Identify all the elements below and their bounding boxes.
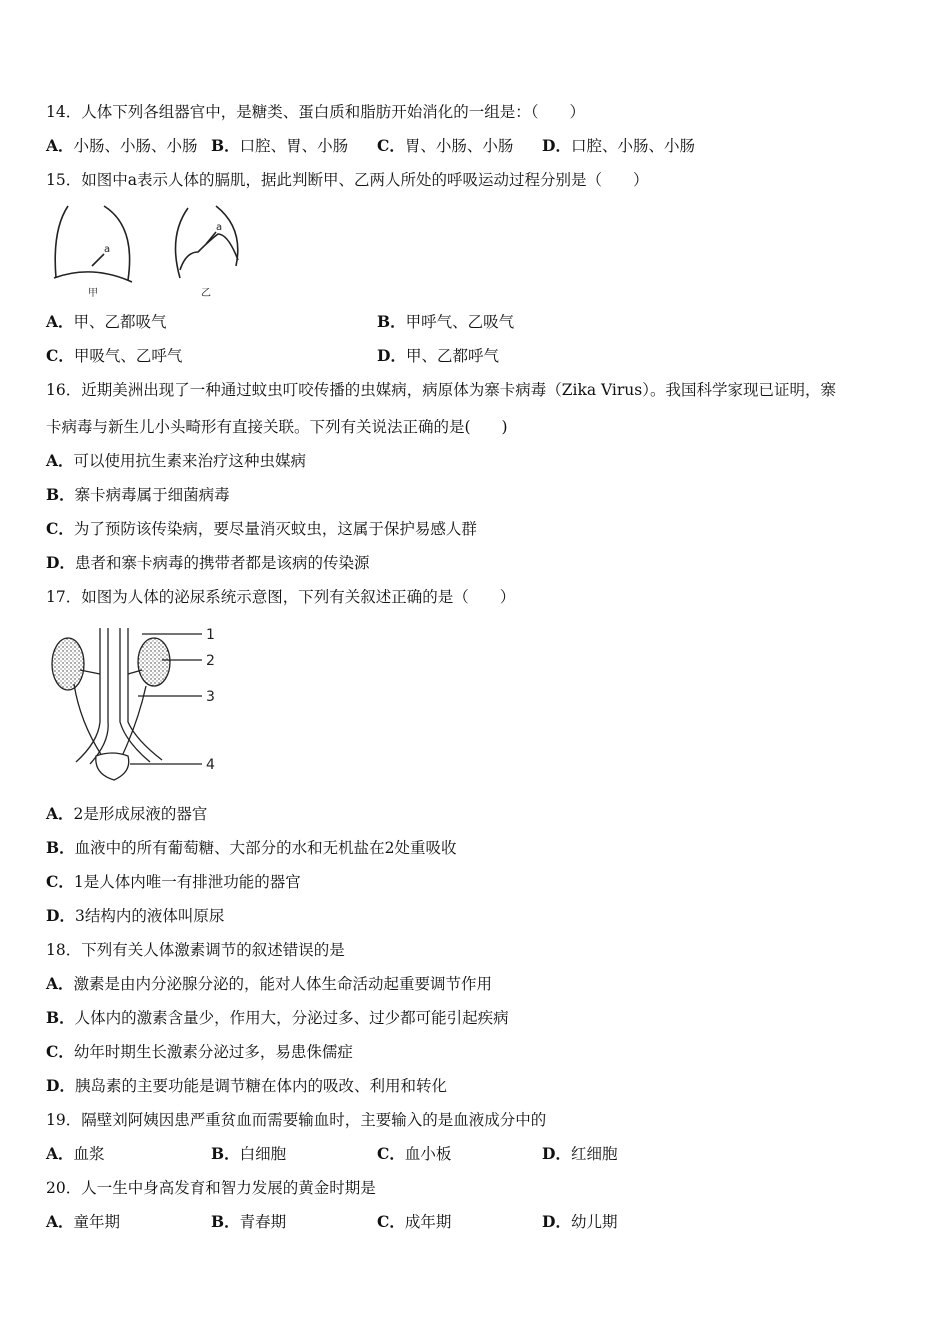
q16-option-d bbox=[46, 553, 369, 573]
diaphragm-figure bbox=[46, 200, 256, 300]
option-text: 寨卡病毒属于细菌病毒 bbox=[74, 486, 230, 504]
label-a: a bbox=[216, 222, 223, 233]
option-text: 青春期 bbox=[239, 1213, 287, 1231]
q17-option-a bbox=[46, 804, 207, 824]
option-text: 白细胞 bbox=[239, 1145, 287, 1163]
q18-option-d bbox=[46, 1076, 447, 1096]
label-1: 1 bbox=[206, 627, 215, 643]
option-text: 胃、小肠、小肠 bbox=[404, 137, 514, 155]
option-text: 人体内的激素含量少，作用大，分泌过多、过少都可能引起疾病 bbox=[74, 1009, 509, 1027]
caption-yi: 乙 bbox=[201, 288, 211, 299]
option-text: 甲呼气、乙吸气 bbox=[405, 313, 515, 331]
thorax-outline-right bbox=[104, 206, 130, 280]
option-text: 胰岛素的主要功能是调节糖在体内的吸改、利用和转化 bbox=[74, 1077, 447, 1095]
option-label: B． bbox=[46, 485, 75, 504]
q19-option-a bbox=[46, 1144, 105, 1164]
option-label: B． bbox=[211, 1144, 240, 1163]
option-text: 2是形成尿液的器官 bbox=[73, 805, 208, 823]
pointer-line-left bbox=[92, 254, 104, 266]
option-text: 甲吸气、乙呼气 bbox=[73, 347, 183, 365]
option-text: 激素是由内分泌腺分泌的，能对人体生命活动起重要调节作用 bbox=[73, 975, 493, 993]
option-label: D． bbox=[377, 346, 406, 365]
q16-stem-line2: 卡病毒与新生儿小头畸形有直接关联。下列有关说法正确的是( ) bbox=[46, 418, 508, 436]
option-label: C． bbox=[377, 136, 405, 155]
q18-stem: 18．下列有关人体激素调节的叙述错误的是 bbox=[46, 941, 345, 959]
q17-option-b bbox=[46, 838, 456, 858]
q14-stem: 14．人体下列各组器官中，是糖类、蛋白质和脂肪开始消化的一组是：（ ） bbox=[46, 103, 585, 121]
urinary-system-figure bbox=[46, 622, 226, 792]
option-text: 3结构内的液体叫原尿 bbox=[74, 907, 225, 925]
bladder bbox=[96, 753, 129, 780]
kidney-right bbox=[138, 638, 170, 686]
q16-option-b bbox=[46, 485, 230, 505]
option-label: D． bbox=[46, 1076, 75, 1095]
q19-option-d bbox=[542, 1144, 617, 1164]
q17-option-d bbox=[46, 906, 224, 926]
option-label: B． bbox=[211, 136, 240, 155]
option-label: C． bbox=[46, 1042, 74, 1061]
option-text: 血液中的所有葡萄糖、大部分的水和无机盐在2处重吸收 bbox=[74, 839, 457, 857]
option-label: B． bbox=[46, 1008, 75, 1027]
option-label: C． bbox=[377, 1144, 405, 1163]
q16-option-c bbox=[46, 519, 477, 539]
q20-stem: 20．人一生中身高发育和智力发展的黄金时期是 bbox=[46, 1179, 376, 1197]
q20-option-d bbox=[542, 1212, 617, 1232]
q18-option-c bbox=[46, 1042, 353, 1062]
label-3: 3 bbox=[206, 689, 215, 705]
option-label: A． bbox=[46, 1212, 74, 1231]
q16-stem-line1: 16．近期美洲出现了一种通过蚊虫叮咬传播的虫媒病，病原体为寨卡病毒（Zika Virus）。我国科学家现已证明，寨 bbox=[46, 381, 836, 399]
label-a: a bbox=[104, 244, 111, 255]
option-text: 甲、乙都吸气 bbox=[73, 313, 167, 331]
thorax-outline-left bbox=[55, 206, 68, 278]
q15-option-b bbox=[377, 312, 514, 332]
q17-stem: 17．如图为人体的泌尿系统示意图，下列有关叙述正确的是（ ） bbox=[46, 588, 516, 606]
option-text: 血小板 bbox=[404, 1145, 452, 1163]
caption-jia: 甲 bbox=[88, 288, 98, 299]
q14-option-b bbox=[211, 136, 348, 156]
q15-option-c bbox=[46, 346, 182, 366]
option-text: 1是人体内唯一有排泄功能的器官 bbox=[73, 873, 301, 891]
kidney-left bbox=[52, 638, 84, 690]
option-text: 甲、乙都呼气 bbox=[405, 347, 499, 365]
thorax-outline-right bbox=[216, 206, 238, 266]
q18-option-a bbox=[46, 974, 492, 994]
q15-stem: 15．如图中a表示人体的膈肌，据此判断甲、乙两人所处的呼吸运动过程分别是（ ） bbox=[46, 171, 649, 189]
q20-option-c bbox=[377, 1212, 451, 1232]
option-text: 幼年时期生长激素分泌过多，易患侏儒症 bbox=[73, 1043, 353, 1061]
option-text: 为了预防该传染病，要尽量消灭蚊虫，这属于保护易感人群 bbox=[73, 520, 477, 538]
option-label: D． bbox=[46, 553, 75, 572]
option-label: A． bbox=[46, 804, 74, 823]
q20-option-b bbox=[211, 1212, 286, 1232]
ureter-left bbox=[74, 684, 102, 756]
q19-stem: 19．隔壁刘阿姨因患严重贫血而需要输血时，主要输入的是血液成分中的 bbox=[46, 1111, 547, 1129]
label-2: 2 bbox=[206, 653, 215, 669]
option-label: A． bbox=[46, 451, 74, 470]
option-text: 小肠、小肠、小肠 bbox=[73, 137, 198, 155]
q15-option-d bbox=[377, 346, 499, 366]
q16-option-a bbox=[46, 451, 306, 471]
pointer-line-right bbox=[206, 232, 216, 244]
option-label: B． bbox=[211, 1212, 240, 1231]
option-label: D． bbox=[542, 136, 571, 155]
option-text: 成年期 bbox=[404, 1213, 452, 1231]
diaphragm-left bbox=[54, 272, 132, 282]
option-label: C． bbox=[377, 1212, 405, 1231]
option-text: 红细胞 bbox=[570, 1145, 618, 1163]
option-text: 童年期 bbox=[73, 1213, 121, 1231]
option-label: D． bbox=[46, 906, 75, 925]
q20-option-a bbox=[46, 1212, 120, 1232]
q14-option-d bbox=[542, 136, 695, 156]
q14-option-a bbox=[46, 136, 198, 156]
q14-option-c bbox=[377, 136, 513, 156]
option-text: 口腔、小肠、小肠 bbox=[570, 137, 695, 155]
q18-option-b bbox=[46, 1008, 509, 1028]
option-text: 患者和寨卡病毒的携带者都是该病的传染源 bbox=[74, 554, 370, 572]
option-label: D． bbox=[542, 1144, 571, 1163]
option-text: 可以使用抗生素来治疗这种虫媒病 bbox=[73, 452, 307, 470]
q15-option-a bbox=[46, 312, 167, 332]
option-label: A． bbox=[46, 1144, 74, 1163]
option-label: C． bbox=[46, 519, 74, 538]
option-text: 口腔、胃、小肠 bbox=[239, 137, 349, 155]
option-text: 幼儿期 bbox=[570, 1213, 618, 1231]
option-label: A． bbox=[46, 974, 74, 993]
option-label: B． bbox=[46, 838, 75, 857]
option-label: D． bbox=[542, 1212, 571, 1231]
q19-option-c bbox=[377, 1144, 451, 1164]
option-label: C． bbox=[46, 346, 74, 365]
option-label: C． bbox=[46, 872, 74, 891]
option-label: A． bbox=[46, 312, 74, 331]
option-label: A． bbox=[46, 136, 74, 155]
option-label: B． bbox=[377, 312, 406, 331]
q17-option-c bbox=[46, 872, 301, 892]
option-text: 血浆 bbox=[73, 1145, 105, 1163]
label-4: 4 bbox=[206, 757, 215, 773]
q19-option-b bbox=[211, 1144, 286, 1164]
